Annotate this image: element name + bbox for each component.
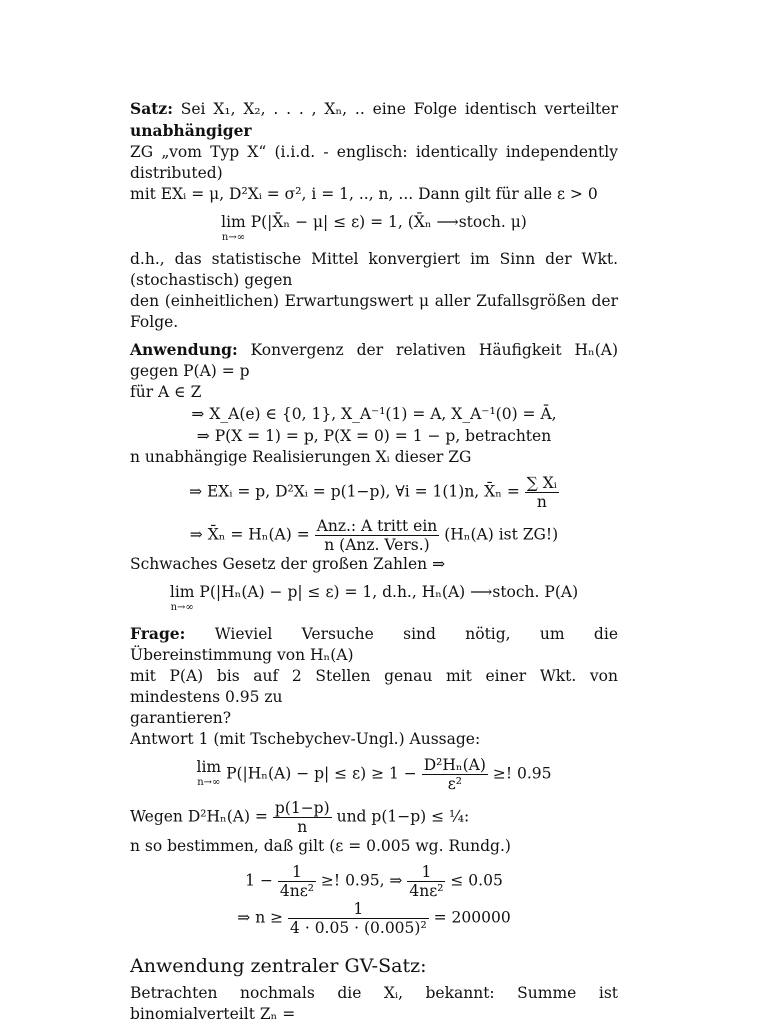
satz-line2: ZG „vom Typ X“ (i.i.d. - englisch: identically independently distributed) <box>130 143 618 182</box>
f3-text: ⇒ EXᵢ = p, D²Xᵢ = p(1−p), ∀i = 1(1)n, X̄ₙ = <box>189 482 520 501</box>
anwendung-label: Anwendung: <box>130 340 238 359</box>
lim-text: lim <box>221 213 246 231</box>
anwendung-f1: ⇒ X_A(e) ∈ {0, 1}, X_A⁻¹(1) = A, X_A⁻¹(0) = Ā, <box>191 405 557 423</box>
satz-formula-body: P(|X̄ₙ − μ| ≤ ε) = 1, (X̄ₙ ⟶stoch. μ) <box>250 213 527 231</box>
frage-line2: mit P(A) bis auf 2 Stellen genau mit einer Wkt. von mindestens 0.95 zu <box>130 667 618 706</box>
satz-label: Satz: <box>130 99 173 118</box>
wegen-line: Wegen D²Hₙ(A) = $\frac{p(1-p)}{n}$ und p(1−p) ≤ ¼: <box>130 799 470 836</box>
f6-fraction: $\frac{\text{D²Hₙ(A)}}{\text{ε²}}$ <box>423 756 486 793</box>
anwendung-f3 <box>130 474 618 511</box>
document-page <box>130 98 618 1025</box>
satz-after1: d.h., das statistische Mittel konvergiert im Sinn der Wkt. (stochastisch) gegen <box>130 250 618 289</box>
anwendung-line3: n unabhängige Realisierungen Xᵢ dieser ZG <box>130 448 472 466</box>
satz-line1a: Sei X₁, X₂, . . . , Xₙ, .. eine Folge identisch verteilter <box>180 100 618 118</box>
anwendung-f4 <box>130 517 618 554</box>
zentral-line1: Betrachten nochmals die Xᵢ, bekannt: Summe ist binomialverteilt Zₙ = <box>130 984 618 1023</box>
lim-sub: n→∞ <box>221 232 246 243</box>
schwaches-gesetz: Schwaches Gesetz der großen Zahlen ⇒ <box>130 555 446 573</box>
anwendung-line2: für A ∈ Z <box>130 383 202 401</box>
frage-line3: garantieren? <box>130 709 232 727</box>
satz-formula <box>130 211 618 243</box>
anwendung-f2: ⇒ P(X = 1) = p, P(X = 0) = 1 − p, betrachten <box>196 427 552 445</box>
frage-antwort: Antwort 1 (mit Tschebychev-Ungl.) Aussage: <box>130 730 481 748</box>
satz-line3: mit EXᵢ = μ, D²Xᵢ = σ², i = 1, .., n, ... Dann gilt für alle ε > 0 <box>130 185 598 203</box>
f4-fraction: $\frac{\text{Anz.: A tritt ein}}{\text{n (Anz. Vers.)}}$ <box>316 517 438 554</box>
satz-after <box>130 249 618 333</box>
anwendung-f5: lim n→∞ P(|Hₙ(A) − p| ≤ ε) = 1, d.h., Hₙ(A) ⟶stoch. P(A) <box>169 583 579 613</box>
zentral-heading: Anwendung zentraler GV-Satz: <box>130 955 427 977</box>
satz-paragraph <box>130 98 618 205</box>
frage-line1: Wieviel Versuche sind nötig, um die Übereinstimmung von Hₙ(A) <box>130 625 618 664</box>
f4-text-a: ⇒ X̄ₙ = Hₙ(A) = <box>189 525 310 544</box>
frage-paragraph <box>130 623 618 750</box>
frage-f7: 1 − $\frac{1}{\text{4nε²}}$ ≥! 0.95, ⇒ $\frac{1}{\text{4nε²}}$ ≤ 0.05 <box>245 863 503 900</box>
f5-body: P(|Hₙ(A) − p| ≤ ε) = 1, d.h., Hₙ(A) ⟶stoch. P(A) <box>199 583 579 601</box>
f3-fraction: $\frac{\text{∑ Xᵢ}}{n}$ <box>526 474 557 511</box>
frage-f6: lim n→∞ P(|Hₙ(A) − p| ≤ ε) ≥ 1 − $\frac{\text{D²Hₙ(A)}}{\text{ε²}}$ ≥! 0.95 <box>196 756 552 793</box>
anwendung-paragraph <box>130 339 618 403</box>
frage-f8: ⇒ n ≥ $\frac{1}{\text{4 · 0.05 · (0.005)²}}$ = 200000 <box>237 900 511 937</box>
f4-text-b: (Hₙ(A) ist ZG!) <box>444 525 559 544</box>
frage-label: Frage: <box>130 624 186 643</box>
wegen-fraction: $\frac{p(1-p)}{n}$ <box>274 799 330 836</box>
bestimmen-line: n so bestimmen, daß gilt (ε = 0.005 wg. Rundg.) <box>130 837 511 855</box>
satz-after2: den (einheitlichen) Erwartungswert μ aller Zufallsgrößen der Folge. <box>130 292 618 331</box>
anwendung-line1: Konvergenz der relativen Häufigkeit Hₙ(A) gegen P(A) = p <box>130 341 618 380</box>
satz-line1b: unabhängiger <box>130 121 252 140</box>
